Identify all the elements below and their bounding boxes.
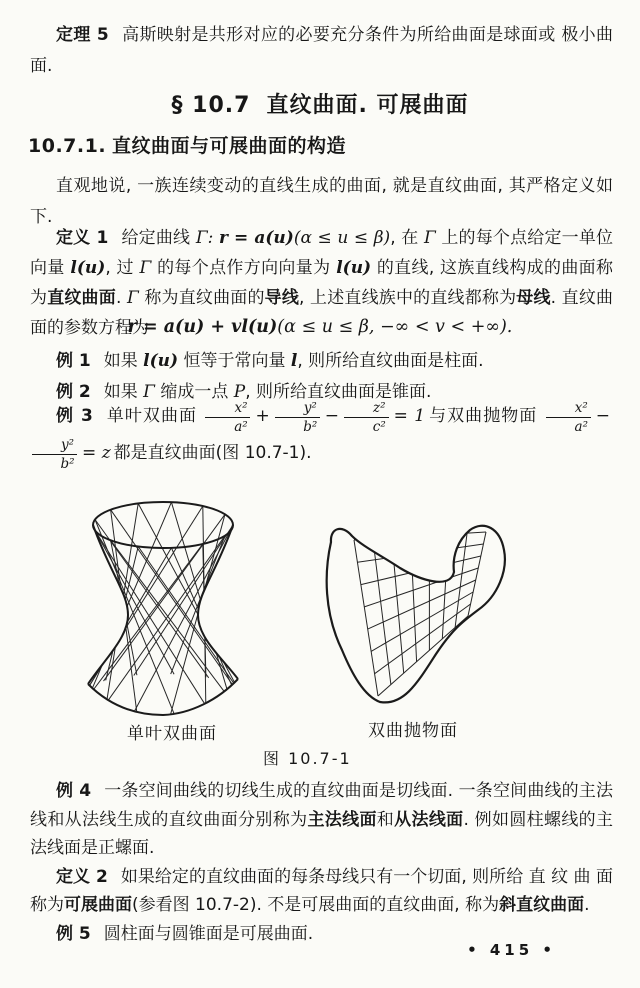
fraction-x2-a2	[546, 400, 591, 435]
text-segment: 称为直纹曲面的	[138, 288, 265, 308]
ruling-line	[95, 531, 174, 675]
figure-10-7-1	[0, 478, 640, 718]
figure-hyperbolic-paraboloid	[327, 526, 505, 703]
math-l-u: l(u)	[336, 258, 372, 278]
fraction-numerator: x²	[546, 400, 591, 418]
theorem5-label: 定理 5	[56, 25, 109, 45]
math-P: P	[233, 382, 246, 402]
text-segment: . 直纹曲面的参数方程为	[30, 288, 614, 338]
figure-caption-right: 双曲抛物面	[368, 721, 458, 741]
math-equals-one: = 1	[393, 406, 426, 426]
hyperboloid-rulings	[87, 502, 241, 714]
definition2-label: 定义 2	[56, 866, 108, 887]
ruling-line	[442, 534, 448, 639]
subsection-title: 直纹曲面与可展曲面的构造	[112, 135, 347, 157]
ruling-line	[378, 616, 468, 696]
term-ruled-surface: 直纹曲面	[47, 288, 116, 308]
paragraph-definition2	[30, 863, 613, 920]
ruling-line	[392, 538, 404, 673]
figure-hyperboloid-one-sheet	[87, 502, 241, 715]
text-segment: 缩成一点	[154, 382, 234, 402]
fraction-numerator: y²	[275, 400, 320, 418]
text-segment: 一条空间曲线的切线生成的直纹曲面是切线面. 一条空间曲线的主法线和从法线生成的直纹曲面分别称为	[30, 781, 613, 830]
subsection-number: 10.7.1.	[28, 135, 107, 157]
ruling-line	[111, 510, 137, 713]
figure-number: 图 10.7-1	[263, 749, 352, 768]
fraction-numerator: y²	[32, 437, 77, 455]
term-skew-ruled-surface: 斜直纹曲面	[499, 895, 585, 915]
fraction-x2-a2	[205, 400, 250, 435]
subsection-heading	[28, 131, 346, 158]
paragraph-theorem5	[30, 20, 613, 82]
fraction-y2-b2	[32, 437, 77, 472]
text-segment: (参看图 10.7-2). 不是可展曲面的直纹曲面, 称为	[132, 895, 500, 915]
text-segment: .	[584, 895, 590, 915]
text-segment: 给定曲线	[121, 228, 196, 248]
example4-label: 例 4	[56, 781, 92, 801]
math-l: l	[290, 351, 298, 371]
ruling-line	[364, 568, 478, 607]
math-gamma-curve: Γ:	[195, 228, 219, 248]
text-segment: 都是直纹曲面(图 10.7-1).	[113, 443, 312, 464]
definition1-label: 定义 1	[56, 228, 109, 248]
fraction-z2-c2	[344, 400, 389, 435]
text-segment: 与双曲抛物面	[428, 406, 538, 426]
ruling-line	[375, 604, 471, 674]
text-segment: 的直线, 这族直线构成的曲面称为	[30, 258, 614, 308]
fraction-y2-b2	[275, 400, 320, 435]
math-gamma: Γ	[139, 258, 152, 278]
text-segment: 如果	[103, 382, 144, 402]
math-gamma: Γ	[423, 228, 436, 248]
text-segment: . 例如圆柱螺线的主法线面是正螺面.	[30, 809, 614, 858]
text-segment: 上的每个点给定一单位向量	[30, 228, 614, 278]
paragraph-example1	[30, 346, 613, 377]
text-segment: 如果	[103, 351, 144, 371]
term-directrix: 导线	[264, 288, 300, 308]
math-operator: −	[324, 406, 340, 426]
ruling-line	[138, 504, 241, 695]
text-segment: 如果给定的直纹曲面的每条母线只有一个切面, 则所给 直 纹 曲 面称为	[30, 866, 614, 915]
bottom-text-block	[30, 777, 613, 948]
ruling-line	[361, 556, 481, 585]
ruling-line	[203, 506, 206, 711]
text-segment: , 则所给直纹曲面是锥面.	[245, 382, 432, 402]
ruling-line	[106, 504, 139, 708]
ruling-line	[411, 537, 417, 662]
paraboloid-outline	[327, 526, 505, 703]
math-gamma: Γ	[143, 382, 155, 402]
fraction-denominator: b²	[60, 456, 75, 473]
math-equals-z: = z	[82, 443, 111, 464]
term-binormal-surface: 从法线面	[394, 809, 464, 830]
ruling-line	[354, 540, 378, 696]
paraboloid-rulings	[354, 532, 486, 696]
equation-rhs: (α ≤ u ≤ β, −∞ < v < +∞).	[277, 317, 513, 337]
page-number: • 415 •	[467, 941, 556, 959]
text-segment: , 则所给直纹曲面是柱面.	[297, 351, 484, 371]
equation-lhs: r = a(u) + vl(u)	[127, 317, 278, 337]
text-segment: 的每个点作方向向量为	[151, 258, 337, 278]
section-number: § 10.7	[171, 93, 251, 118]
term-generatrix: 母线	[516, 288, 551, 308]
math-operator: +	[255, 406, 270, 426]
fraction-denominator: b²	[303, 419, 318, 435]
theorem5-text: 高斯映射是共形对应的必要充分条件为所给曲面是球面或 极小曲面.	[30, 25, 613, 76]
math-l-u: l(u)	[70, 258, 106, 278]
ruling-line	[171, 502, 231, 704]
example5-text: 圆柱面与圆锥面是可展曲面.	[103, 923, 314, 944]
hyperboloid-silhouette-left	[88, 525, 128, 684]
paragraph-example4	[30, 777, 613, 863]
fraction-numerator: x²	[205, 400, 250, 418]
section-heading	[0, 88, 640, 119]
fraction-numerator: z²	[344, 400, 389, 418]
fraction-denominator: a²	[234, 419, 248, 435]
math-vector-eq: r = a(u)	[218, 228, 294, 248]
fraction-denominator: c²	[372, 419, 386, 435]
text-segment: , 上述直线族中的直线都称为	[299, 288, 517, 308]
example5-label: 例 5	[56, 923, 91, 944]
ruling-line	[111, 510, 233, 685]
hyperboloid-top-rim	[93, 502, 233, 548]
text-segment: 和	[376, 809, 395, 830]
math-gamma: Γ	[126, 288, 139, 308]
text-segment: 单叶双曲面	[105, 406, 198, 426]
math-domain: (α ≤ u ≤ β)	[293, 228, 391, 248]
fraction-denominator: a²	[574, 419, 588, 435]
math-operator: −	[595, 406, 611, 426]
text-segment: , 在	[390, 228, 424, 248]
paragraph-example3	[30, 398, 613, 472]
figure-caption-left: 单叶双曲面	[127, 724, 217, 744]
ruling-line	[104, 536, 226, 707]
intro-text: 直观地说, 一族连续变动的直线生成的曲面, 就是直纹曲面, 其严格定义如下.	[30, 176, 613, 227]
term-principal-normal-surface: 主法线面	[307, 809, 377, 830]
example2-label: 例 2	[56, 382, 91, 402]
term-developable-surface: 可展曲面	[64, 895, 132, 915]
example3-label: 例 3	[56, 406, 93, 426]
text-segment: 恒等于常向量	[178, 351, 291, 371]
example1-label: 例 1	[56, 351, 91, 371]
ruling-line	[371, 592, 473, 651]
section-title: 直纹曲面. 可展曲面	[266, 93, 469, 118]
ruling-line	[138, 547, 241, 694]
math-l-u: l(u)	[143, 351, 179, 371]
text-segment: .	[115, 288, 127, 308]
equation-parametric	[0, 317, 640, 337]
text-segment: , 过	[105, 258, 140, 278]
